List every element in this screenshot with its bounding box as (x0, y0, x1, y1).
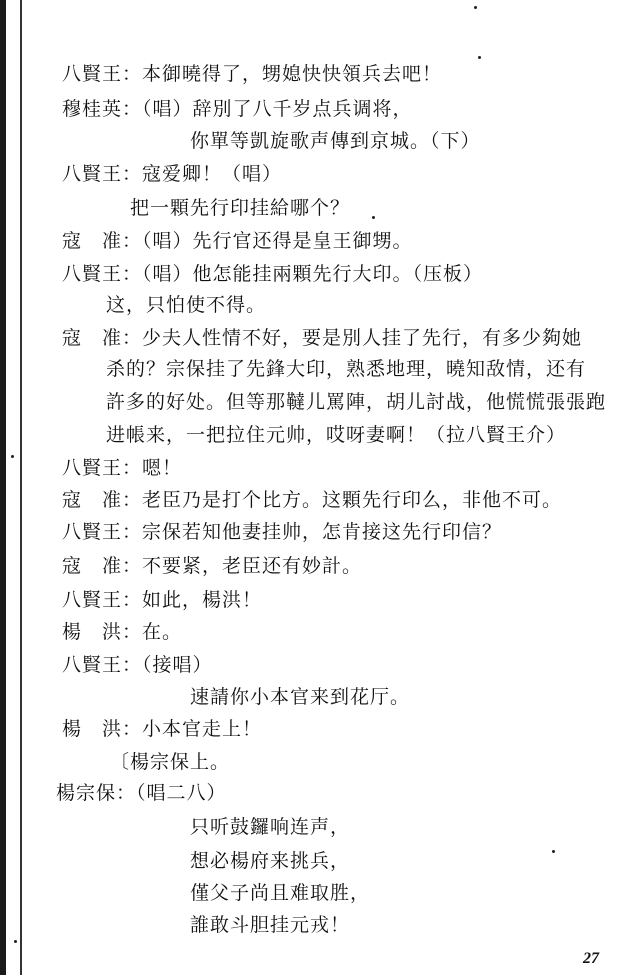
text-line: 〔楊宗保上。 (110, 751, 231, 773)
gutter-line (20, 0, 22, 975)
scan-edge (0, 0, 6, 975)
scan-speck (474, 6, 477, 9)
text-line: 寇 准：（唱）先行官还得是皇王御甥。 (62, 230, 413, 252)
text-line: 八賢王：（唱）他怎能挂兩顆先行大印。（压板） (62, 263, 484, 285)
text-line: 你單等凱旋歌声傳到京城。（下） (190, 130, 481, 152)
text-line: 杀的？宗保挂了先鋒大印，熟悉地理，曉知敌情，还有 (106, 358, 587, 380)
text-line: 八賢王：（接唱） (62, 654, 213, 676)
text-line: 誰敢斗胆挂元戎！ (190, 914, 351, 936)
text-line: 想必楊府来挑兵， (190, 850, 351, 872)
text-line: 八賢王：本御曉得了，甥媳快快領兵去吧！ (62, 63, 443, 85)
text-line: 进帳来，一把拉住元帅，哎呀妻啊！（拉八賢王介） (106, 424, 567, 446)
text-line: 速請你小本官来到花厅。 (190, 686, 411, 708)
text-line: 八賢王：宗保若知他妻挂帅，怎肯接这先行印信？ (62, 521, 503, 543)
text-line: 穆桂英：（唱）辞別了八千岁点兵调将， (62, 98, 413, 120)
text-line: 只听鼓鑼响连声， (190, 816, 351, 838)
text-line: 八賢王：寇爱卿！（唱） (62, 163, 283, 185)
text-line: 把一顆先行印挂給哪个？ (130, 197, 351, 219)
text-line: 寇 准：老臣乃是打个比方。这顆先行印么，非他不可。 (62, 489, 563, 511)
text-line: 寇 准：不要紧，老臣还有妙計。 (62, 555, 363, 577)
text-line: 这，只怕使不得。 (106, 294, 267, 316)
scan-speck (11, 455, 14, 458)
scan-speck (14, 940, 17, 943)
text-line: 僅父子尚且难取胜， (190, 882, 371, 904)
text-line: 許多的好处。但等那韃儿罵陣，胡儿討战，他慌慌張張跑 (106, 391, 607, 413)
text-line: 楊 洪：小本官走上！ (62, 718, 263, 740)
text-line: 楊 洪：在。 (62, 621, 183, 643)
scan-speck (372, 216, 375, 219)
text-line: 八賢王：如此，楊洪！ (62, 589, 263, 611)
text-line: 八賢王：嗯！ (62, 457, 183, 479)
scan-speck (552, 850, 555, 853)
text-line: 寇 准：少夫人性情不好，要是別人挂了先行，有多少夠她 (62, 327, 583, 349)
page-number: 27 (583, 950, 599, 967)
text-line: 楊宗保：（唱二八） (56, 782, 227, 804)
scan-speck (478, 56, 481, 59)
